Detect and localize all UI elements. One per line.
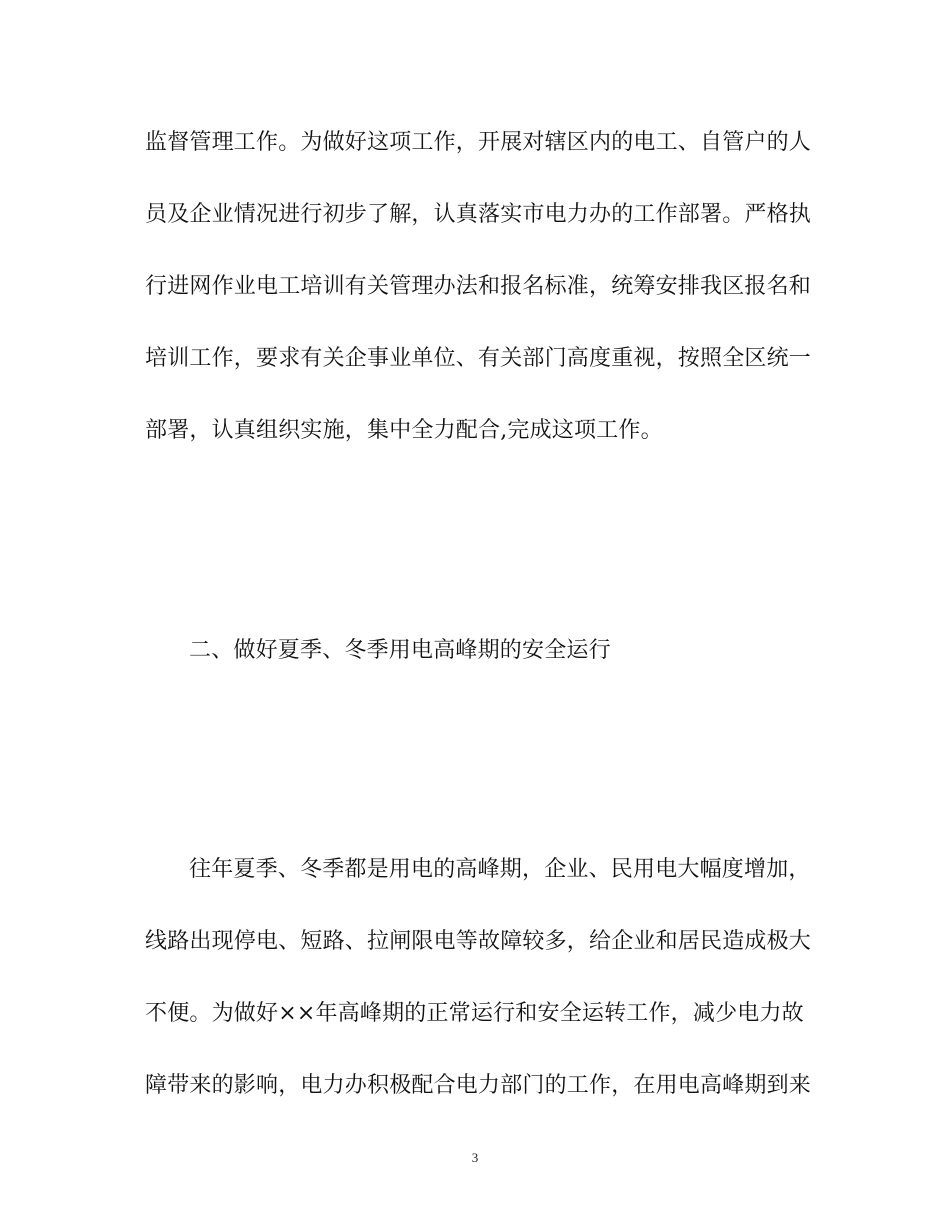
paragraph1-line-3: 行进网作业电工培训有关管理办法和报名标准，统筹安排我区报名和: [145, 274, 812, 299]
paragraph2-line-1: 往年夏季、冬季都是用电的高峰期，企业、民用电大幅度增加，: [189, 857, 811, 882]
paragraph1-line-2: 员及企业情况进行初步了解，认真落实市电力办的工作部署。严格执: [145, 202, 812, 227]
paragraph2-line-2: 线路出现停电、短路、拉闸限电等故障较多，给企业和居民造成极大: [145, 929, 812, 954]
section-heading: 二、做好夏季、冬季用电高峰期的安全运行: [189, 638, 611, 663]
paragraph2-line-3: 不便。为做好××年高峰期的正常运行和安全运转工作，减少电力故: [145, 1001, 804, 1026]
paragraph1-line-5: 部署，认真组织实施，集中全力配合,完成这项工作。: [145, 418, 663, 443]
page-number: 3: [471, 1150, 479, 1165]
paragraph2-line-4: 障带来的影响，电力办积极配合电力部门的工作，在用电高峰期到来: [145, 1073, 812, 1098]
paragraph1-line-4: 培训工作，要求有关企事业单位、有关部门高度重视，按照全区统一: [145, 346, 812, 371]
paragraph1-line-1: 监督管理工作。为做好这项工作，开展对辖区内的电工、自管户的人: [145, 130, 812, 155]
